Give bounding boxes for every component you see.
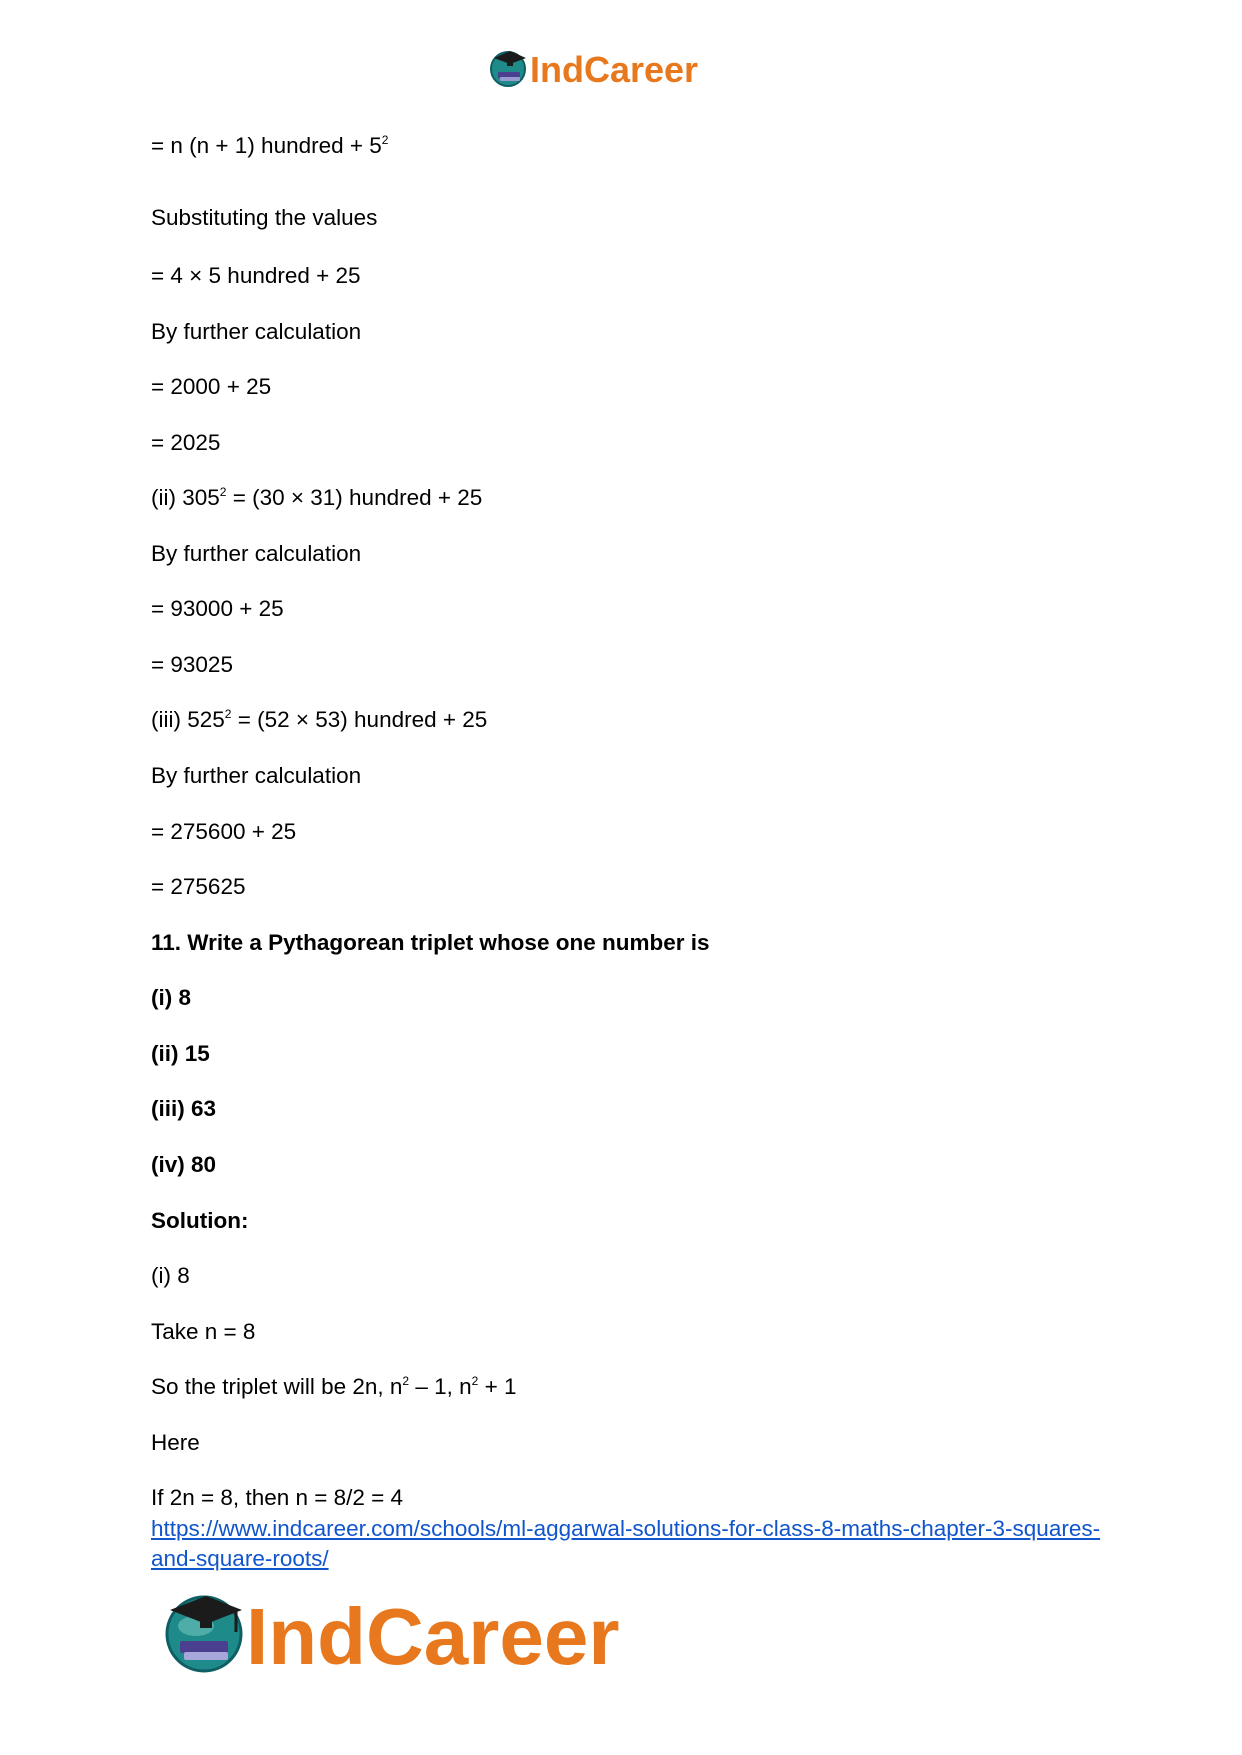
text-line: = 93000 + 25 — [151, 596, 284, 621]
question-heading: 11. Write a Pythagorean triplet whose one number is — [151, 930, 710, 955]
indcareer-logo-top — [488, 44, 788, 92]
svg-text:IndCareer: IndCareer — [246, 1592, 620, 1676]
text-line: = 2025 — [151, 430, 221, 455]
text-line: So the triplet will be 2n, $n^2 - 1$, $n^2 + 1$ — [151, 1374, 517, 1399]
text-line: = 275600 + 25 — [151, 819, 297, 844]
text-line: = 2000 + 25 — [151, 374, 272, 399]
question-part: (ii) 15 — [151, 1041, 210, 1066]
text-line: By further calculation — [151, 319, 362, 344]
text-line: = 4 × 5 hundred + 25 — [151, 263, 361, 288]
solution-heading: Solution: — [151, 1208, 249, 1233]
indcareer-logo-bottom — [162, 1586, 702, 1676]
text-line: Take n = 8 — [151, 1319, 256, 1344]
text-line: = n (n + 1) hundred + $5^2$ — [151, 133, 389, 158]
text-line: Substituting the values — [151, 205, 378, 230]
question-part: (iv) 80 — [151, 1152, 217, 1177]
text-line: If 2n = 8, then n = 8/2 = 4 — [151, 1485, 404, 1510]
source-link[interactable]: https://www.indcareer.com/schools/ml-aggarwal-solutions-for-class-8-maths-chapter-3-squares-and-square-roots/ — [151, 1516, 1101, 1571]
question-part: (iii) 63 — [151, 1096, 217, 1121]
text-line: (i) 8 — [151, 1263, 190, 1288]
svg-text:IndCareer: IndCareer — [530, 49, 699, 90]
text-line: = 275625 — [151, 874, 246, 899]
text-line: By further calculation — [151, 763, 362, 788]
text-line: = 93025 — [151, 652, 233, 677]
text-line: Here — [151, 1430, 200, 1455]
question-part: (i) 8 — [151, 985, 192, 1010]
text-line: (ii) $305^2 = (30 \times 31)$ hundred + 25 — [151, 485, 483, 510]
text-line: By further calculation — [151, 541, 362, 566]
text-line: (iii) $525^2 = (52 \times 53)$ hundred + 25 — [151, 707, 488, 732]
